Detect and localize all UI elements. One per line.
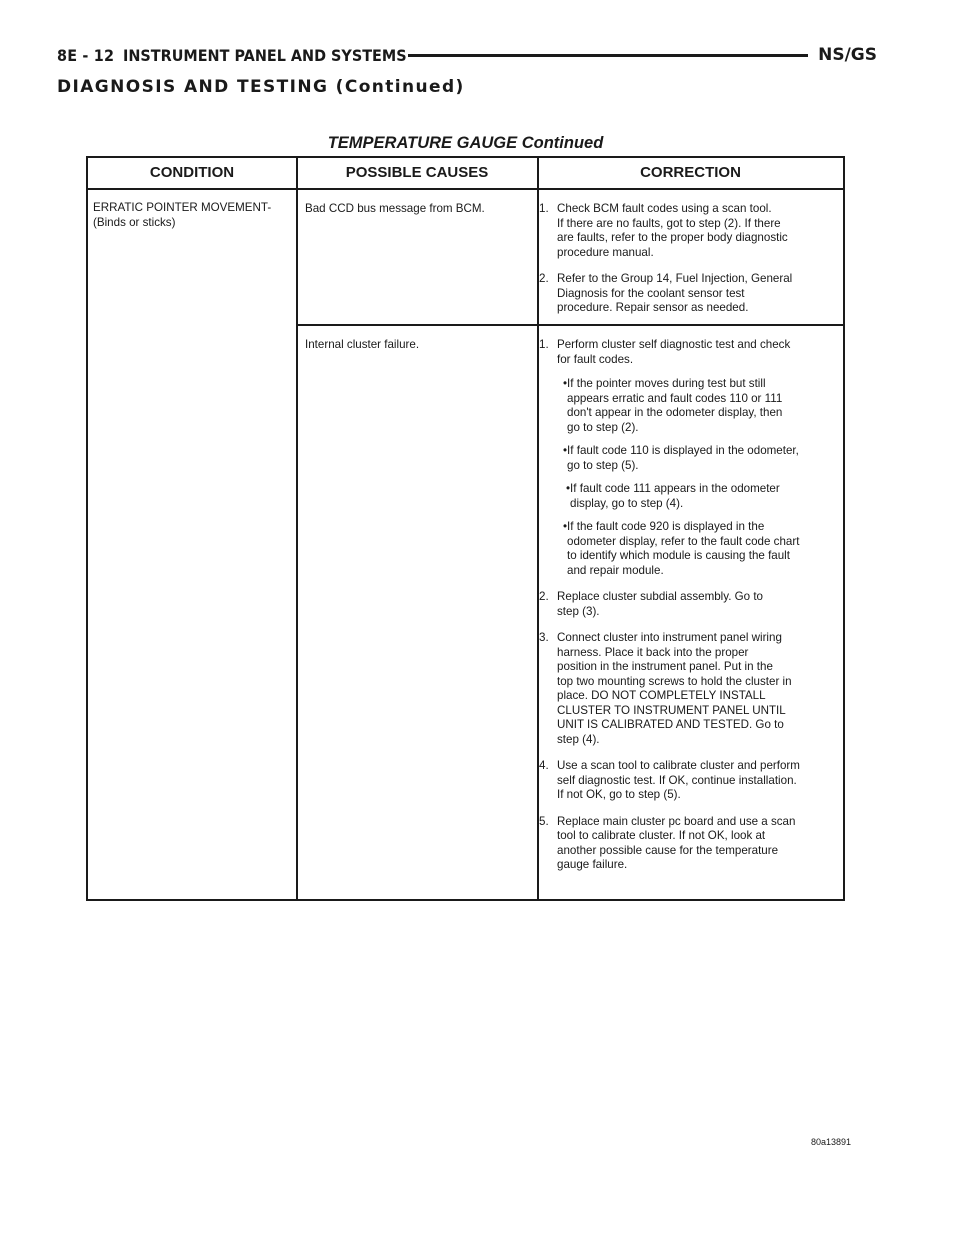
- figure-id: 80a13891: [811, 1137, 852, 1147]
- step-number: 3.: [539, 631, 549, 644]
- step-line: harness. Place it back into the proper: [557, 645, 749, 659]
- step-line: for fault codes.: [557, 352, 634, 366]
- bullet-line: odometer display, refer to the fault code chart: [567, 534, 800, 548]
- correction-step: [539, 631, 839, 747]
- model-code: NS/GS: [818, 45, 877, 65]
- step-line: Diagnosis for the coolant sensor test: [557, 286, 745, 300]
- bullet-line: display, go to step (4).: [570, 496, 684, 510]
- step-line: place. DO NOT COMPLETELY INSTALL: [557, 689, 766, 702]
- fault-bullet: [539, 444, 839, 473]
- column-divider: [296, 158, 298, 899]
- step-line: tool to calibrate cluster. If not OK, look at: [557, 829, 766, 842]
- bullet-line: •If fault code 111 appears in the odometer: [566, 482, 780, 495]
- step-line: step (3).: [557, 604, 600, 618]
- step-number: 4.: [539, 759, 549, 772]
- condition-cell: [93, 201, 293, 230]
- header-possible-causes: POSSIBLE CAUSES: [345, 164, 489, 181]
- correction-step: [539, 815, 839, 873]
- section-title: DIAGNOSIS AND TESTING (Continued): [57, 77, 465, 97]
- step-line: If not OK, go to step (5).: [557, 788, 681, 801]
- correction-step: [539, 338, 839, 367]
- fault-bullet: [539, 377, 839, 435]
- step-number: 5.: [539, 814, 549, 828]
- condition-line: (Binds or sticks): [93, 215, 176, 229]
- step-line: procedure manual.: [557, 245, 654, 259]
- bullet-line: and repair module.: [567, 563, 664, 577]
- correction-row-1: [539, 202, 839, 316]
- bullet-line: appears erratic and fault codes 110 or 111: [567, 391, 783, 405]
- fault-bullet: [539, 520, 839, 578]
- correction-step: [539, 272, 839, 316]
- step-line: Connect cluster into instrument panel wiring: [557, 631, 782, 644]
- step-line: Refer to the Group 14, Fuel Injection, General: [557, 272, 793, 285]
- bullet-line: go to step (2).: [567, 420, 639, 434]
- step-line: UNIT IS CALIBRATED AND TESTED. Go to: [557, 718, 784, 731]
- table-caption: TEMPERATURE GAUGE Continued: [327, 134, 604, 152]
- condition-line: ERRATIC POINTER MOVEMENT-: [93, 201, 272, 214]
- header-condition: CONDITION: [149, 164, 235, 181]
- bullet-line: •If the fault code 920 is displayed in the: [563, 520, 765, 533]
- correction-step: [539, 759, 839, 803]
- step-line: Check BCM fault codes using a scan tool.: [557, 202, 772, 215]
- diagnosis-table: [86, 156, 845, 901]
- cause-internal-cluster: Internal cluster failure.: [305, 338, 420, 351]
- page-header: [57, 43, 877, 67]
- step-line: Replace cluster subdial assembly. Go to: [557, 590, 763, 603]
- step-number: 1.: [539, 338, 549, 351]
- step-line: another possible cause for the temperature: [557, 843, 779, 857]
- fault-bullet: [539, 482, 839, 511]
- step-line: step (4).: [557, 732, 600, 746]
- bullet-line: go to step (5).: [567, 458, 639, 472]
- header-rule: [408, 54, 809, 57]
- correction-step: [539, 590, 839, 619]
- step-line: procedure. Repair sensor as needed.: [557, 301, 749, 314]
- bullet-line: •If the pointer moves during test but still: [563, 377, 766, 390]
- bullet-line: •If fault code 110 is displayed in the odometer,: [563, 444, 799, 457]
- row-divider: [296, 324, 843, 326]
- bullet-line: to identify which module is causing the fault: [567, 549, 790, 562]
- step-number: 1.: [539, 202, 549, 215]
- step-line: position in the instrument panel. Put in the: [557, 660, 773, 673]
- step-number: 2.: [539, 272, 549, 285]
- step-line: Replace main cluster pc board and use a scan: [557, 814, 796, 828]
- page-number: 8E - 12: [57, 45, 115, 65]
- correction-step: [539, 202, 839, 260]
- header-divider: [88, 188, 843, 190]
- step-line: Use a scan tool to calibrate cluster and perform: [557, 759, 800, 772]
- step-line: are faults, refer to the proper body diagnostic: [557, 231, 788, 244]
- step-number: 2.: [539, 590, 549, 603]
- step-line: Perform cluster self diagnostic test and check: [557, 338, 791, 351]
- cause-bad-ccd: Bad CCD bus message from BCM.: [305, 202, 485, 215]
- step-line: If there are no faults, got to step (2). If there: [557, 216, 781, 230]
- step-line: self diagnostic test. If OK, continue installation.: [557, 773, 797, 787]
- step-line: gauge failure.: [557, 858, 628, 871]
- manual-section-title: INSTRUMENT PANEL AND SYSTEMS: [122, 45, 407, 65]
- header-correction: CORRECTION: [640, 164, 741, 181]
- bullet-line: don't appear in the odometer display, then: [567, 406, 783, 419]
- step-line: CLUSTER TO INSTRUMENT PANEL UNTIL: [557, 703, 786, 717]
- correction-row-2: [539, 338, 839, 873]
- step-line: top two mounting screws to hold the cluster in: [557, 674, 792, 688]
